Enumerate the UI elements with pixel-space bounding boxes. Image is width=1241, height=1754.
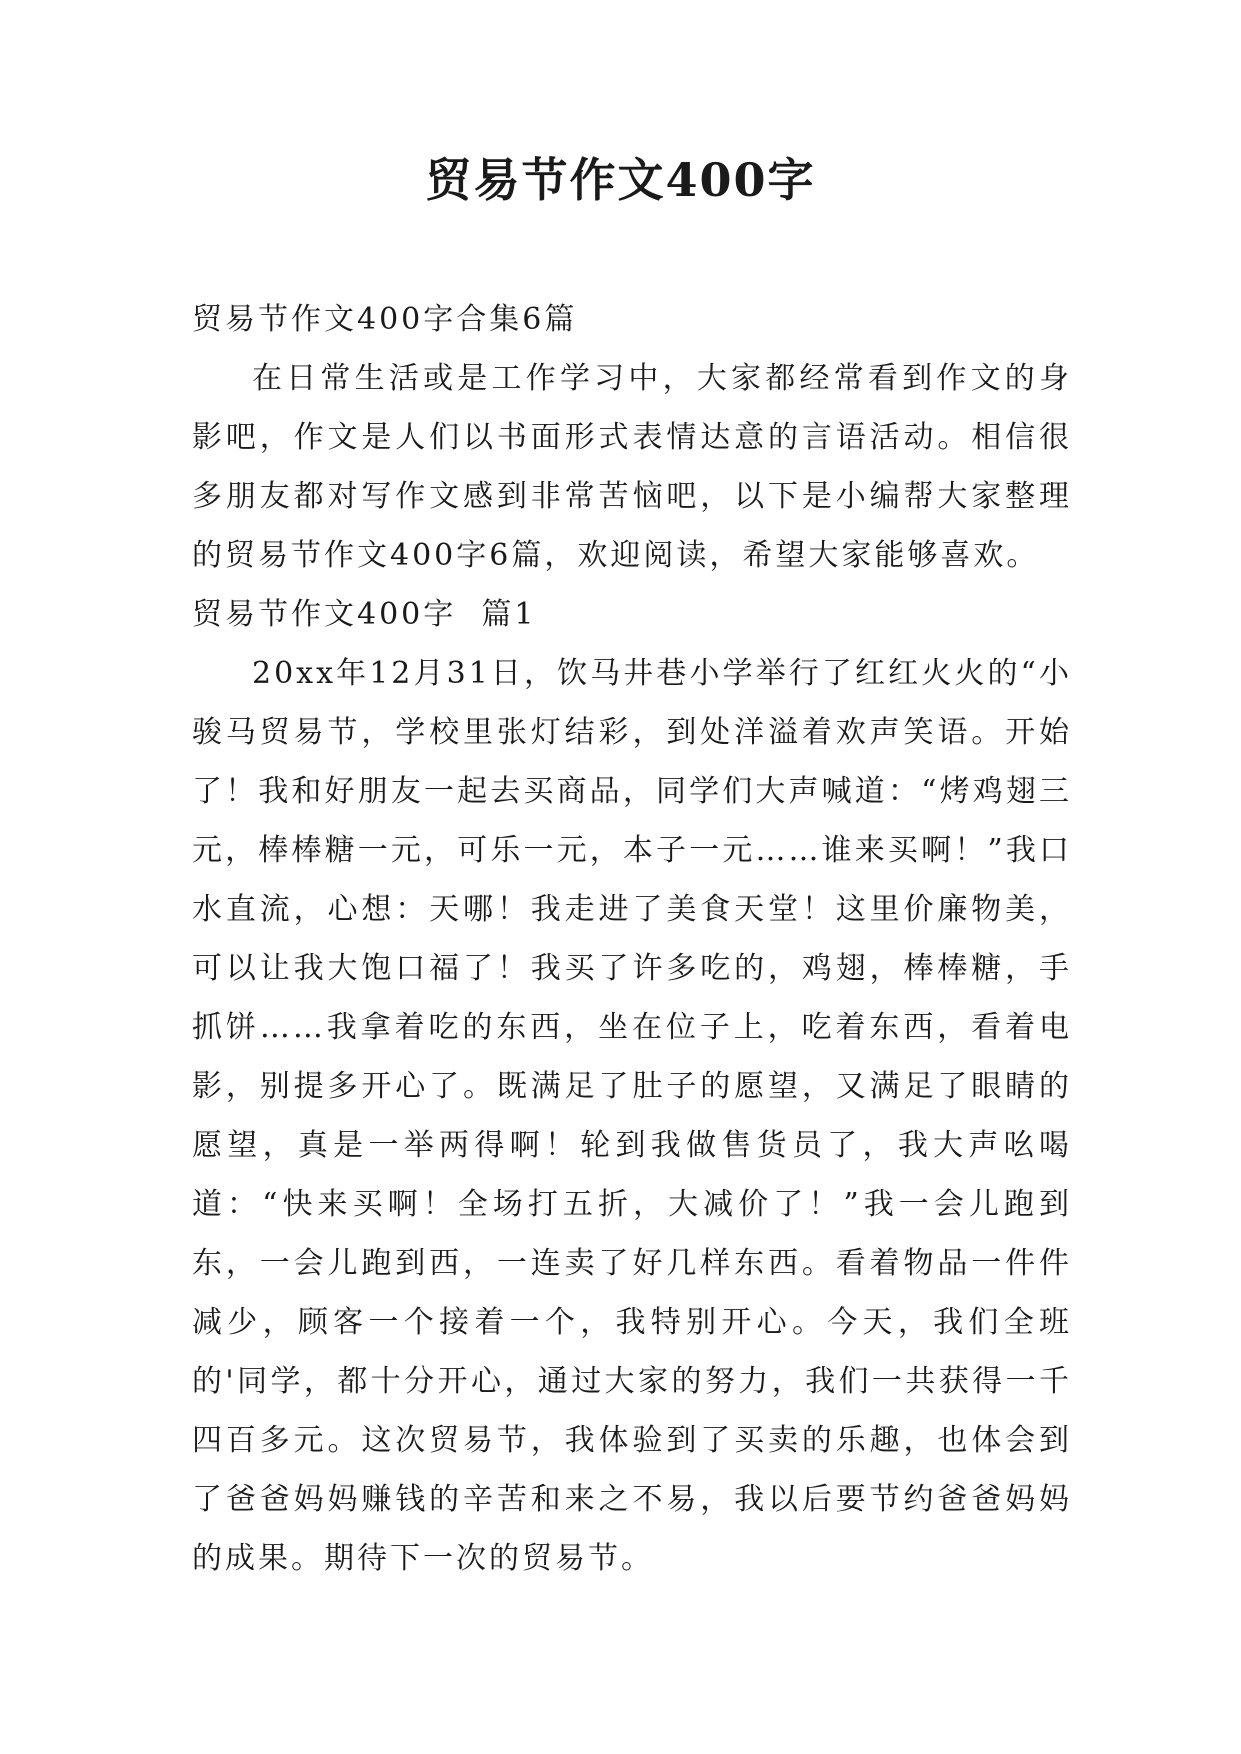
essay-paragraph: 20xx年12月31日，饮马井巷小学举行了红红火火的“小骏马贸易节，学校里张灯结彩，到处洋溢着欢声笑语。开始了！我和好朋友一起去买商品，同学们大声喊道：“烤鸡翅三元，棒棒糖一元，可乐一元，本子一元……谁来买啊！”我口水直流，心想：天哪！我走进了美食天堂！这里价廉物美，可以让我大饱口福了！我买了许多吃的，鸡翅，棒棒糖，手抓饼……我拿着吃的东西，坐在位子上，吃着东西，看着电影，别提多开心了。既满足了肚子的愿望，又满足了眼睛的愿望，真是一举两得啊！轮到我做售货员了，我大声吆喝道：“快来买啊！全场打五折，大减价了！”我一会儿跑到东，一会儿跑到西，一连卖了好几样东西。看着物品一件件减少，顾客一个接着一个，我特别开心。今天，我们全班的'同学，都十分开心，通过大家的努力，我们一共获得一千四百多元。这次贸易节，我体验到了买卖的乐趣，也体会到了爸爸妈妈赚钱的辛苦和来之不易，我以后要节约爸爸妈妈的成果。期待下一次的贸易节。 (192, 656, 1072, 1576)
collection-line: 贸易节作文400字合集6篇 (192, 302, 578, 337)
document-body (192, 290, 1072, 1588)
document-title: 贸易节作文400字 (425, 153, 816, 207)
intro-paragraph: 在日常生活或是工作学习中，大家都经常看到作文的身影吧，作文是人们以书面形式表情达意的言语活动。相信很多朋友都对写作文感到非常苦恼吧，以下是小编帮大家整理的贸易节作文400字6篇，欢迎阅读，希望大家能够喜欢。 (192, 361, 1072, 573)
section-heading: 贸易节作文400字 篇1 (192, 597, 537, 632)
